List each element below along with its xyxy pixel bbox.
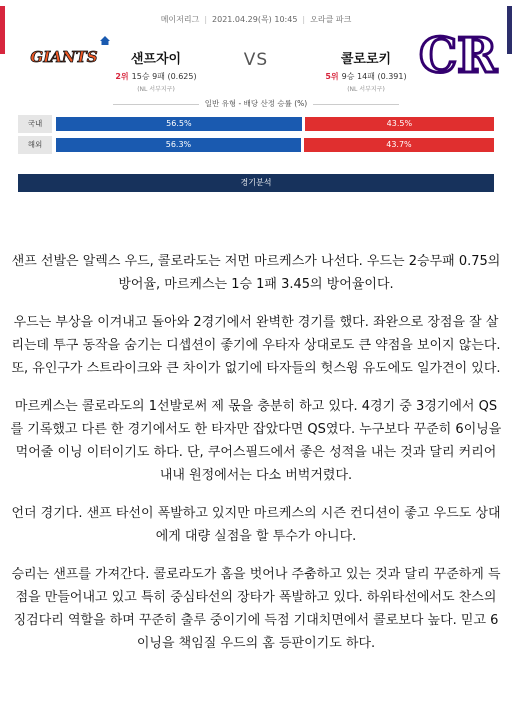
away-odds-segment: 43.7% [304, 138, 494, 152]
home-team-block [106, 48, 206, 93]
away-team-block [316, 48, 416, 93]
match-datetime: 2021.04.29(목) 10:45 [212, 15, 298, 24]
home-team-record: 15승 9패 (0.625) [131, 72, 197, 81]
odds-bar [56, 117, 494, 131]
right-accent-bar [507, 6, 512, 54]
vs-label: VS [243, 50, 269, 70]
article-paragraph: 승리는 샌프를 가져간다. 콜로라도가 홈을 벗어나 주춤하고 있는 것과 달리 꾸준하게 득점을 만들어내고 있고 특히 중심타선의 장타가 폭발하고 있다. 하위타선에서도 찬스의 징검다리 역할을 하며 꾸준히 출루 중이기에 득점 기대치면에서 콜로보다 높다. 믿고 6이닝을 책임질 우드의 홈 등판이기도 하다. [11, 567, 501, 651]
away-team-record: 9승 14패 (0.391) [341, 72, 407, 81]
article-paragraph: 마르케스는 콜로라도의 1선발로써 제 몫을 충분히 하고 있다. 4경기 중 3경기에서 QS를 기록했고 다른 한 경기에서도 한 타자만 잡았다면 QS였다. 누구보다 꾸준히 6이닝을 먹어줄 이닝 이터이기도 하다. 단, 쿠어스필드에서 좋은 성적을 내는 것과 달리 커리어 내내 원정에서는 다소 버벅거렸다. [10, 399, 502, 483]
stats-row-label: 국내 [18, 115, 52, 133]
league-label: 메이저리그 [160, 15, 200, 24]
home-team-division: (NL 서부지구) [137, 86, 175, 93]
article-paragraph: 언더 경기다. 샌프 타선이 폭발하고 있지만 마르케스의 시즌 컨디션이 좋고 우드도 상대에게 대량 실점을 할 투수가 아니다. [11, 506, 501, 544]
away-team-rank: 5위 [325, 72, 339, 81]
stats-row-overseas [18, 136, 494, 154]
stadium-label: 오라클 파크 [310, 15, 352, 24]
home-team-name: 샌프자이 [130, 52, 182, 67]
article-paragraph: 우드는 부상을 이겨내고 돌아와 2경기에서 완벽한 경기를 했다. 좌완으로 장점을 잘 살리는데 투구 동작을 숨기는 디셉션이 좋기에 우타자 상대로도 큰 약점을 보이지 않는다. 또, 유인구가 스트라이크와 큰 차이가 없기에 타자들의 헛스윙 유도에도 일가견이 있다. [11, 315, 501, 376]
matchup-card [18, 6, 498, 192]
home-odds-segment: 56.5% [56, 117, 302, 131]
home-team-rank: 2위 [115, 72, 129, 81]
away-team-division: (NL 서부지구) [347, 86, 385, 93]
odds-bar [56, 138, 494, 152]
home-odds-segment: 56.3% [56, 138, 301, 152]
stats-row-label: 해외 [18, 136, 52, 154]
stats-section-title: 일반 유형 - 배당 산정 승률 (%) [18, 98, 494, 109]
rockies-logo-text: CR [418, 28, 498, 84]
article-body [10, 250, 502, 670]
away-odds-segment: 43.5% [305, 117, 494, 131]
giants-logo [24, 36, 104, 76]
rockies-logo [418, 22, 498, 84]
away-team-name: 콜로로키 [340, 52, 392, 67]
away-team-record-line [316, 71, 416, 82]
left-accent-bar [0, 6, 5, 54]
home-icon [100, 36, 110, 45]
stats-row-domestic [18, 115, 494, 133]
home-team-record-line [106, 71, 206, 82]
analysis-button[interactable]: 경기분석 [18, 174, 494, 192]
giants-logo-text: GIANTS [30, 48, 98, 66]
article-paragraph: 샌프 선발은 알렉스 우드, 콜로라도는 저먼 마르케스가 나선다. 우드는 2승무패 0.75의 방어율, 마르케스는 1승 1패 3.45의 방어율이다. [11, 254, 501, 292]
match-meta: 메이저리그 | 2021.04.29(목) 10:45 | 오라클 파크 [18, 14, 494, 25]
